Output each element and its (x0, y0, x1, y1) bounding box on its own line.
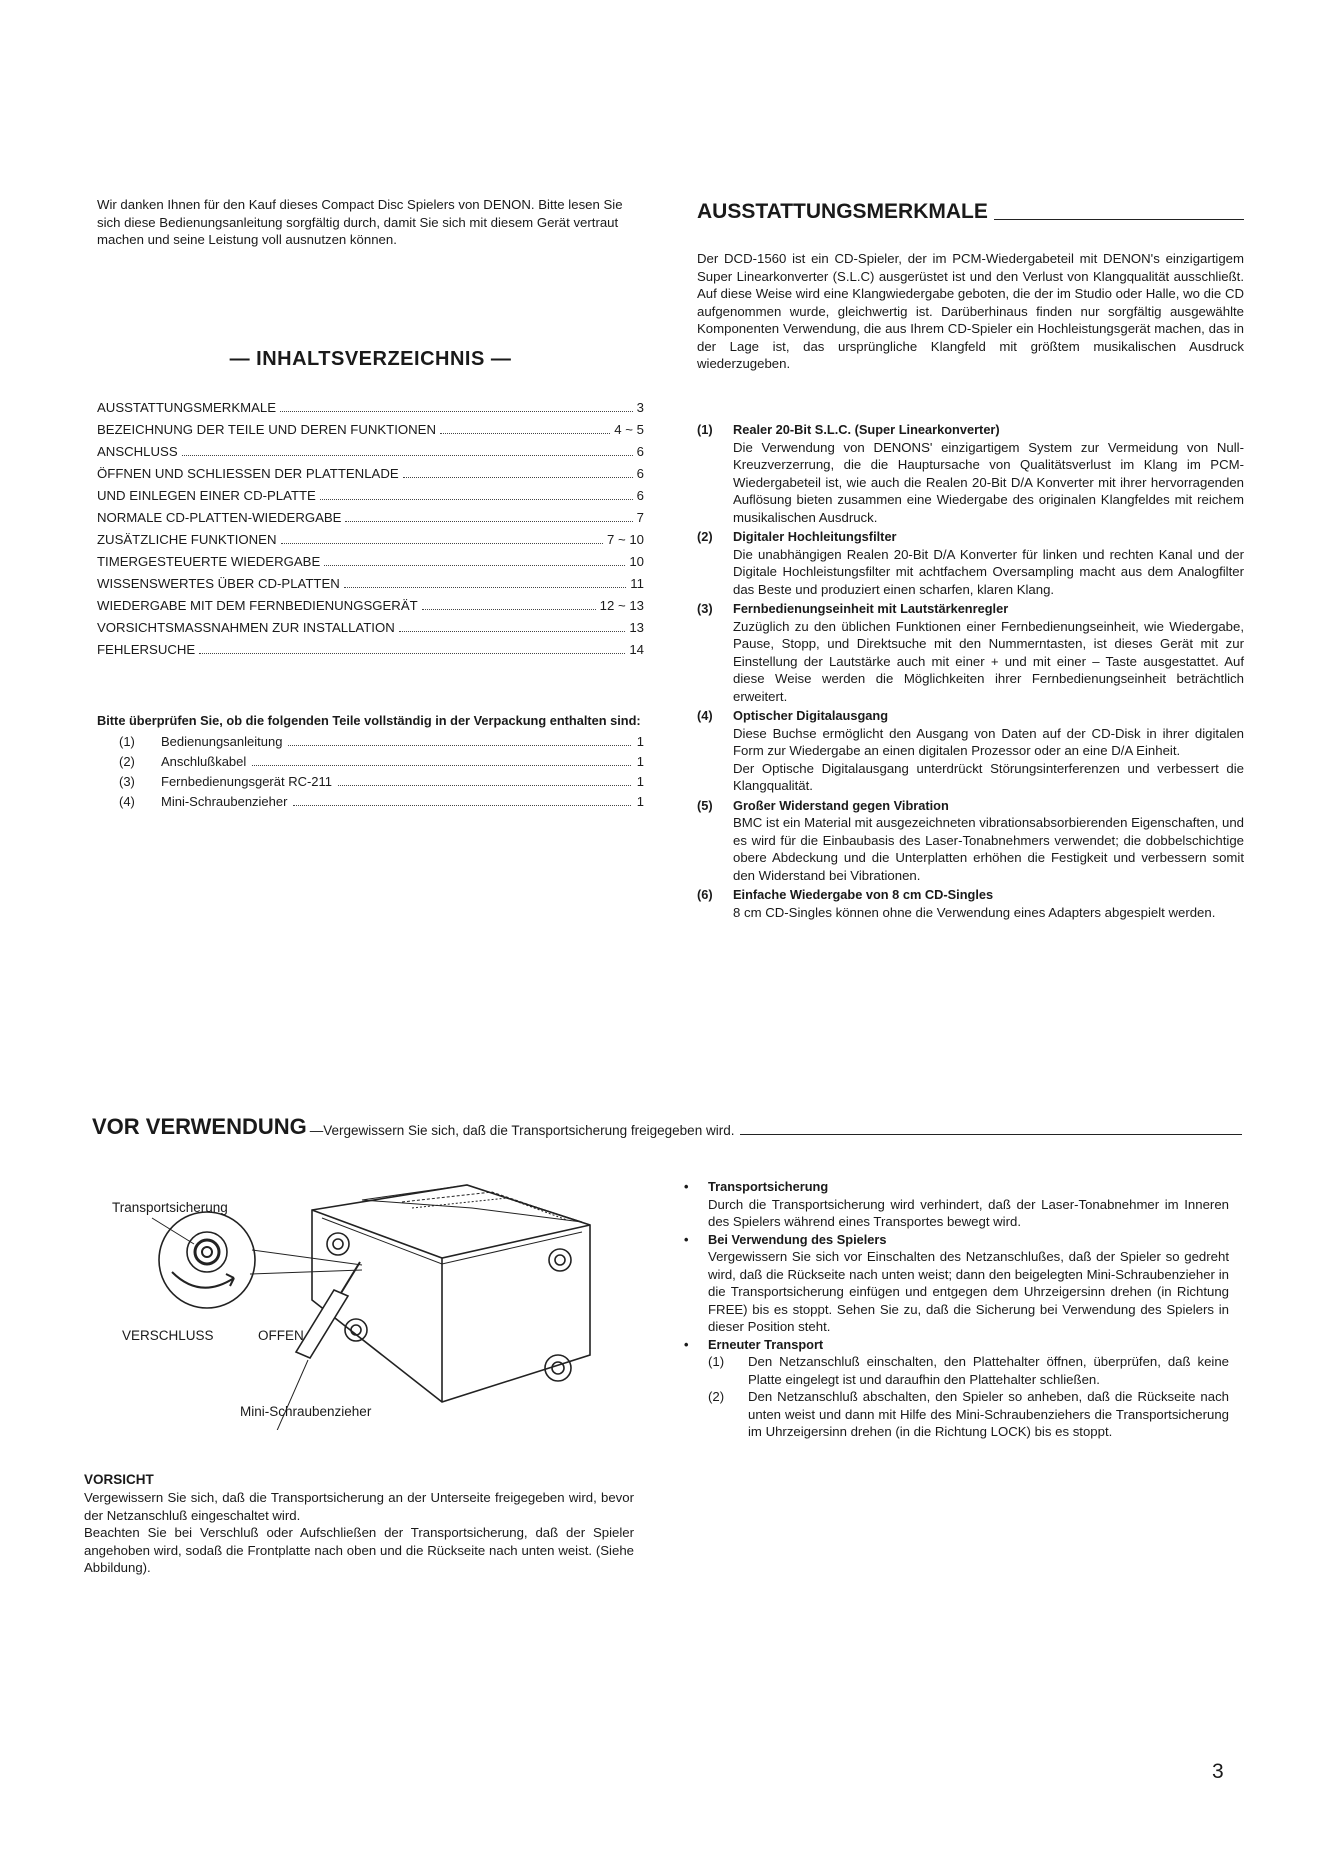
feature-body: Zuzüglich zu den üblichen Funktionen einer Fernbedienungseinheit, wie Wiedergabe, Pause, Stopp, und Direktsuche mit den Nummerntasten, ist dieses Gerät mit zur Einstellung der Lautstärke auch mit einer + und mit einer – Taste ausgestattet. Auf diese Weise werden die Möglichkeiten ihrer Fernbedienungseinheit beträchtlich erweitert. (733, 618, 1244, 704)
leader-dots (422, 609, 596, 610)
instruction-body: Durch die Transportsicherung wird verhindert, daß der Laser-Tonabnehmer im Inneren des Spielers während eines Transportes bewegt wird. (708, 1196, 1229, 1229)
item-label: Bedienungsanleitung (161, 734, 283, 749)
leader-dots (338, 785, 631, 786)
instruction-item (684, 1231, 1229, 1336)
caution-text: Vergewissern Sie sich, daß die Transportsicherung an der Unterseite freigegeben wird, bevor der Netzanschluß eingeschaltet wird. (84, 1490, 634, 1523)
item-quantity: 1 (636, 794, 644, 809)
item-number: (2) (119, 754, 135, 769)
toc-entry-label: NORMALE CD-PLATTEN-WIEDERGABE (97, 510, 342, 525)
toc-entry (97, 554, 644, 576)
heading-rule (994, 219, 1244, 220)
bullet-icon: • (684, 1336, 689, 1352)
item-label: Anschlußkabel (161, 754, 247, 769)
toc-entry-page: 7 ~ 10 (606, 532, 644, 547)
feature-body: 8 cm CD-Singles können ohne die Verwendung eines Adapters abgespielt werden. (733, 904, 1216, 920)
toc-entry-label: UND EINLEGEN EINER CD-PLATTE (97, 488, 316, 503)
toc-entry-page: 4 ~ 5 (614, 422, 644, 437)
toc-entry-label: VORSICHTSMASSNAHMEN ZUR INSTALLATION (97, 620, 395, 635)
feature-body: Die Verwendung von DENONS' einzigartigem System zur Vermeidung von Null-Kreuzverzerrung, die die Hauptursache von Qualitätsverlust im Klang im PCM-Wiedergabeteil ist, wie auch die Realen 20-Bit D/A Konverter mit ihrer hervorragenden Auflösung bieten zusammen eine Wiedergabe des originalen Klangfeldes mit reichem musikalischen Ausdruck. (733, 439, 1244, 525)
instruction-item (684, 1178, 1229, 1231)
item-number: (4) (119, 794, 135, 809)
instruction-step (708, 1388, 1229, 1441)
page-number: 3 (1212, 1760, 1224, 1783)
checklist-item (97, 794, 644, 814)
toc-title: — INHALTSVERZEICHNIS — (229, 348, 512, 370)
toc-entry-label: BEZEICHNUNG DER TEILE UND DEREN FUNKTIONEN (97, 422, 437, 437)
before-use-heading (92, 1114, 1242, 1140)
toc-entry-page: 3 (636, 400, 644, 415)
toc-entry (97, 422, 644, 444)
toc-entry-label: WIEDERGABE MIT DEM FERNBEDIENUNGSGERÄT (97, 598, 418, 613)
toc-entry (97, 620, 644, 642)
package-checklist (97, 712, 644, 814)
transport-lock-figure (112, 1180, 632, 1430)
feature-heading (697, 528, 1244, 546)
leader-dots (399, 631, 626, 632)
item-number: (1) (119, 734, 135, 749)
item-quantity: 1 (636, 754, 644, 769)
checklist-item (97, 774, 644, 794)
step-number: (1) (708, 1354, 725, 1369)
item-label: Fernbedienungsgerät RC-211 (161, 774, 333, 789)
toc-entry (97, 444, 644, 466)
leader-dots (281, 543, 603, 544)
item-quantity: 1 (636, 734, 644, 749)
feature-item (697, 797, 1244, 885)
feature-item (697, 600, 1244, 705)
feature-number: (5) (697, 797, 713, 813)
leader-dots (252, 765, 630, 766)
features-intro: Der DCD-1560 ist ein CD-Spieler, der im PCM-Wiedergabeteil mit DENON's einzigartigem Super Linearkonverter (S.L.C) ausgerüstet ist und den Verlust von Klangqualität ausschließt. Auf diese Weise wird eine Klangwiedergabe geboten, die der im Studio oder Halle, wo die CD aufgenommen wurde, gleichwertig ist. Darüberhinaus finden nur sorgfältig ausgewählte Komponenten Verwendung, die aus Ihrem CD-Spieler ein Hochleistungsgerät machen, das in der Lage ist, das ursprüngliche Klangfeld mit größtem musikalischen Ausdruck wiederzugeben. (697, 251, 1244, 371)
instruction-item (684, 1336, 1229, 1441)
feature-body: Der Optische Digitalausgang unterdrückt Störungsinterferenzen und verbessert die Klangqualität. (733, 760, 1244, 793)
toc-entry (97, 466, 644, 488)
caution-block (84, 1470, 634, 1577)
feature-body: Die unabhängigen Realen 20-Bit D/A Konverter für linken und rechten Kanal und der Digitale Hochleistungsfilter mit achtfachem Oversampling macht aus dem Analogfilter das Beste und produziert einen scharfen, klaren Klang. (733, 546, 1244, 597)
toc-entry-page: 11 (630, 576, 644, 591)
toc-entry (97, 400, 644, 422)
feature-item (697, 707, 1244, 795)
feature-item (697, 528, 1244, 598)
leader-dots (324, 565, 625, 566)
checklist-item (97, 734, 644, 754)
step-text: Den Netzanschluß abschalten, den Spieler so anheben, daß die Rückseite nach unten weist und dann mit Hilfe des Mini-Schraubenziehers die Transportsicherung im Uhrzeigersinn drehen (in die Richtung LOCK) bis es stoppt. (748, 1389, 1229, 1439)
leader-dots (293, 805, 630, 806)
features-title: AUSSTATTUNGSMERKMALE (697, 200, 988, 223)
feature-heading (697, 600, 1244, 618)
toc-entry-page: 6 (636, 488, 644, 503)
label-transport-lock: Transportsicherung (112, 1200, 228, 1215)
instruction-heading (684, 1231, 1229, 1249)
toc-entry-page: 6 (636, 444, 644, 459)
feature-item (697, 886, 1244, 921)
feature-heading (697, 797, 1244, 815)
leader-dots (182, 455, 633, 456)
feature-number: (2) (697, 529, 713, 544)
before-use-title: VOR VERWENDUNG (92, 1114, 307, 1139)
toc-entry (97, 532, 644, 554)
features-heading (697, 200, 1244, 224)
label-open-position: OFFEN (258, 1328, 304, 1343)
toc-entry (97, 642, 644, 664)
table-of-contents (97, 400, 644, 664)
instruction-heading (684, 1336, 1229, 1354)
checklist-item (97, 754, 644, 774)
toc-entry-label: TIMERGESTEUERTE WIEDERGABE (97, 554, 321, 569)
toc-entry (97, 576, 644, 598)
leader-dots (199, 653, 625, 654)
instruction-step (708, 1353, 1229, 1388)
toc-entry-page: 10 (629, 554, 644, 569)
toc-entry-page: 6 (636, 466, 644, 481)
step-text: Den Netzanschluß einschalten, den Plattehalter öffnen, überprüfen, daß keine Platte eingelegt ist und daraufhin den Plattehalter schließen. (748, 1354, 1229, 1387)
step-number: (2) (708, 1389, 725, 1404)
feature-heading (697, 707, 1244, 725)
feature-heading (697, 886, 1244, 904)
checklist-lead: Bitte überprüfen Sie, ob die folgenden Teile vollständig in der Verpackung enthalten sind: (97, 713, 641, 728)
features-list (697, 421, 1244, 923)
toc-entry-page: 14 (629, 642, 644, 657)
bullet-icon: • (684, 1231, 689, 1247)
feature-number: (3) (697, 601, 713, 616)
caution-text: Beachten Sie bei Verschluß oder Aufschließen der Transportsicherung, daß der Spieler angehoben wird, sodaß die Frontplatte nach oben und die Rückseite nach unten weist. (Siehe Abbildung). (84, 1525, 634, 1575)
toc-entry-page: 7 (636, 510, 644, 525)
toc-entry-label: AUSSTATTUNGSMERKMALE (97, 400, 277, 415)
label-lock-position: VERSCHLUSS (122, 1328, 214, 1343)
label-screwdriver: Mini-Schraubenzieher (240, 1404, 372, 1419)
item-number: (3) (119, 774, 135, 789)
toc-entry-label: ANSCHLUSS (97, 444, 178, 459)
leader-dots (280, 411, 633, 412)
toc-entry (97, 598, 644, 620)
feature-number: (4) (697, 708, 713, 723)
feature-heading (697, 421, 1244, 439)
cd-player-drawing (112, 1180, 632, 1430)
feature-title: Großer Widerstand gegen Vibration (733, 797, 949, 813)
item-label: Mini-Schraubenzieher (161, 794, 288, 809)
instruction-title: Erneuter Transport (708, 1336, 824, 1352)
instruction-title: Transportsicherung (708, 1179, 829, 1194)
heading-rule (740, 1134, 1242, 1135)
instruction-title: Bei Verwendung des Spielers (708, 1231, 887, 1247)
toc-entry (97, 488, 644, 510)
toc-entry-label: FEHLERSUCHE (97, 642, 196, 657)
leader-dots (288, 745, 630, 746)
feature-body: Diese Buchse ermöglicht den Ausgang von Daten auf der CD-Disk in ihrer digitalen Form zur Wiedergabe an einen digitalen Prozessor oder an eine D/A Einheit. (733, 725, 1244, 758)
feature-item (697, 421, 1244, 526)
toc-entry-page: 12 ~ 13 (599, 598, 644, 613)
caution-title: VORSICHT (84, 1472, 154, 1487)
feature-body: BMC ist ein Material mit ausgezeichneten vibrationsabsorbierenden Eigenschaften, und es wird für die Einbaubasis des Laser-Tonabnehmers verwendet; die dobbelschichtige obere Abdeckung und die Unterplatten erhöhen die Festigkeit und verbessern somit den Widerstand bei Vibrationen. (733, 815, 1244, 883)
toc-entry-page: 13 (629, 620, 644, 635)
feature-title: Einfache Wiedergabe von 8 cm CD-Singles (733, 887, 994, 902)
feature-title: Realer 20-Bit S.L.C. (Super Linearkonverter) (733, 422, 1000, 437)
leader-dots (440, 433, 610, 434)
before-use-instructions (684, 1178, 1229, 1441)
leader-dots (344, 587, 627, 588)
instruction-body: Vergewissern Sie sich vor Einschalten des Netzanschlußes, daß der Spieler so gedreht wird, daß die Rückseite nach unten weist; dann den beigelegten Mini-Schraubenzieher in die Transportsicherung einfügen und entgegen dem Uhrzeigersinn drehen (in Richtung FREE) bis es stoppt. Sehen Sie zu, daß die Sicherung bei Verwendung des Spielers in dieser Position steht. (708, 1249, 1229, 1334)
toc-entry-label: ZUSÄTZLICHE FUNKTIONEN (97, 532, 277, 547)
feature-title: Fernbedienungseinheit mit Lautstärkenregler (733, 601, 1009, 616)
bullet-icon: • (684, 1179, 689, 1194)
feature-title: Optischer Digitalausgang (733, 708, 889, 723)
feature-title: Digitaler Hochleitungsfilter (733, 529, 897, 544)
before-use-subtitle: —Vergewissern Sie sich, daß die Transportsicherung freigegeben wird. (309, 1123, 735, 1138)
toc-entry (97, 510, 644, 532)
item-quantity: 1 (636, 774, 644, 789)
leader-dots (320, 499, 633, 500)
intro-paragraph (97, 196, 644, 249)
toc-entry-label: WISSENSWERTES ÜBER CD-PLATTEN (97, 576, 340, 591)
feature-number: (6) (697, 887, 713, 902)
instruction-heading (684, 1178, 1229, 1196)
leader-dots (345, 521, 632, 522)
leader-dots (403, 477, 633, 478)
toc-entry-label: ÖFFNEN UND SCHLIESSEN DER PLATTENLADE (97, 466, 399, 481)
feature-number: (1) (697, 422, 713, 437)
intro-text: Wir danken Ihnen für den Kauf dieses Compact Disc Spielers von DENON. Bitte lesen Sie sich diese Bedienungsanleitung sorgfältig durch, damit Sie sich mit diesem Gerät vertraut machen und seine Leistung voll ausnutzen können. (97, 197, 623, 247)
